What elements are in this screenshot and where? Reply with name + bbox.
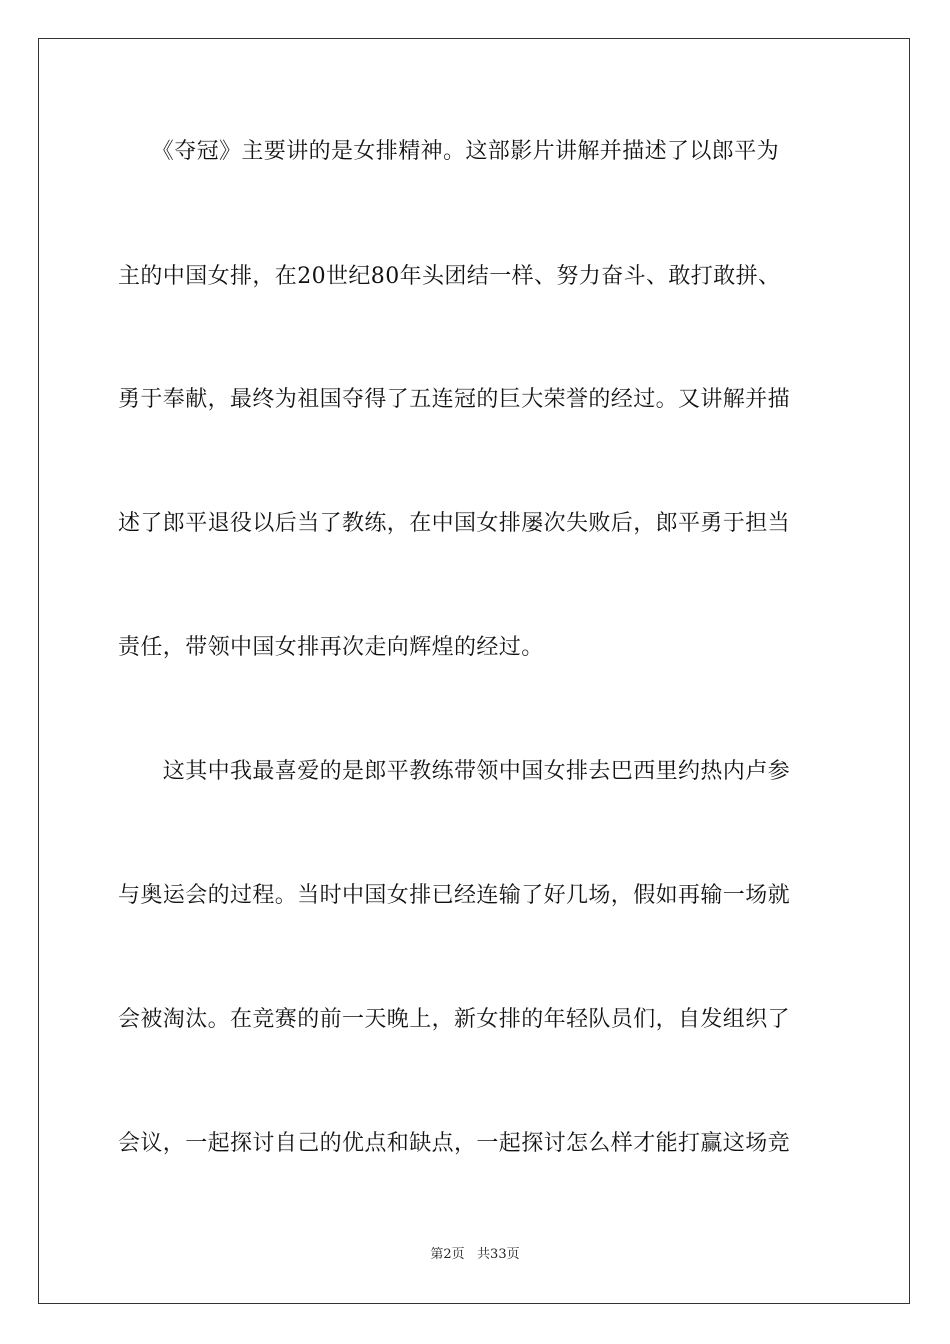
- text-line: 述了郎平退役以后当了教练，在中国女排屡次失败后，郎平勇于担当: [118, 511, 791, 536]
- page-border: [38, 38, 910, 1304]
- text-line: 责任，带领中国女排再次走向辉煌的经过。: [118, 635, 544, 660]
- text-line: 会被淘汰。在竞赛的前一天晚上，新女排的年轻队员们，自发组织了: [118, 1007, 791, 1032]
- text-line: 勇于奉献，最终为祖国夺得了五连冠的巨大荣誉的经过。又讲解并描: [118, 387, 791, 412]
- text-line: 这其中我最喜爱的是郎平教练带领中国女排去巴西里约热内卢参: [118, 759, 791, 784]
- text-line: 会议，一起探讨自己的优点和缺点，一起探讨怎么样才能打赢这场竞: [118, 1131, 791, 1156]
- text-line: 主的中国女排，在20世纪80年头团结一样、努力奋斗、敢打敢拼、: [118, 264, 781, 289]
- text-line: 《夺冠》主要讲的是女排精神。这部影片讲解并描述了以郎平为: [118, 139, 780, 164]
- page-number: 第2页 共33页: [430, 1247, 520, 1262]
- text-line: 与奥运会的过程。当时中国女排已经连输了好几场，假如再输一场就: [118, 883, 791, 908]
